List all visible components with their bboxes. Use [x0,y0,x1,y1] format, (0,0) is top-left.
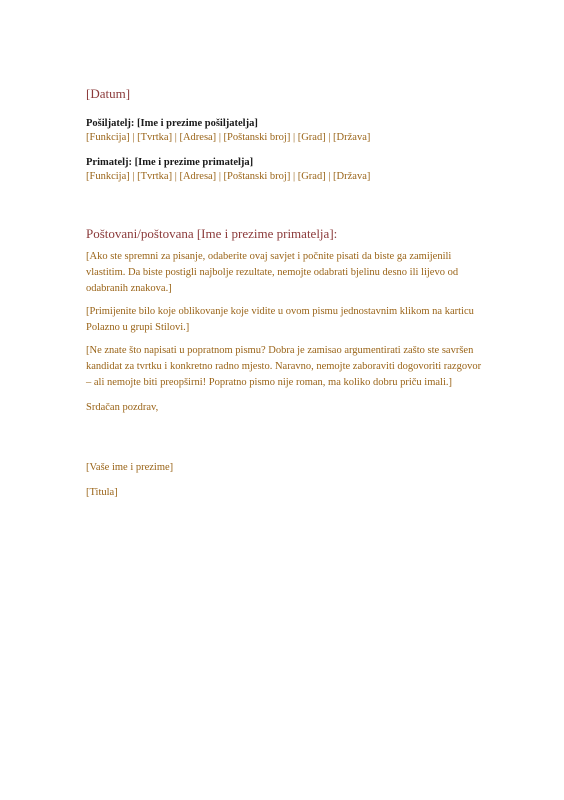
sender-function-field[interactable]: [Funkcija] [86,132,130,143]
sender-label[interactable]: Pošiljatelj: [Ime i prezime pošiljatelja] [86,118,258,129]
separator: | [325,132,334,143]
signer-name[interactable]: [Vaše ime i prezime] [86,462,174,473]
body-paragraph[interactable]: [Primijenite bilo koje oblikovanje koje vidite u ovom pismu jednostavnim klikom na karticu Polazno u grupi Stilovi.] [86,306,474,333]
closing[interactable]: Srdačan pozdrav, [86,402,159,413]
separator: | [290,171,298,182]
body-paragraph[interactable]: [Ne znate što napisati u popratnom pismu? Dobra je zamisao argumentirati zašto ste savršen kandidat za tvrtku i konkretno radno mjesto. Naravno, nemojte zaboraviti dogovoriti razgovor – ali nemojte biti preopširni! Popratno pismo nije roman, ma koliko dobru priču imali.] [86,345,482,388]
separator: | [216,132,224,143]
separator: | [172,171,180,182]
sender-block [86,117,486,145]
sender-address-line [86,131,486,145]
separator: | [290,132,298,143]
separator: | [129,171,138,182]
sender-address-field[interactable]: [Adresa] [179,132,217,143]
salutation[interactable]: Poštovani/poštovana [Ime i prezime primatelja]: [86,226,338,241]
recipient-address-field[interactable]: [Adresa] [179,171,217,182]
signer-title[interactable]: [Titula] [86,487,118,498]
recipient-block [86,156,486,184]
separator: | [129,132,138,143]
recipient-company-field[interactable]: [Tvrtka] [137,171,173,182]
separator: | [216,171,224,182]
recipient-function-field[interactable]: [Funkcija] [86,171,130,182]
date-field[interactable]: [Datum] [86,86,131,101]
body-paragraph[interactable]: [Ako ste spremni za pisanje, odaberite ovaj savjet i počnite pisati da biste ga zamijenili vlastitim. Da biste postigli najbolje rezultate, nemojte odabrati bjelinu desno ili lijevo od odabranih znakova.] [86,251,459,294]
recipient-postal-code-field[interactable]: [Poštanski broj] [223,171,291,182]
sender-postal-code-field[interactable]: [Poštanski broj] [223,132,291,143]
recipient-address-line [86,170,486,184]
recipient-label[interactable]: Primatelj: [Ime i prezime primatelja] [86,157,254,168]
recipient-city-field[interactable]: [Grad] [297,171,326,182]
separator: | [325,171,334,182]
sender-city-field[interactable]: [Grad] [297,132,326,143]
separator: | [172,132,180,143]
recipient-country-field[interactable]: [Država] [333,171,371,182]
sender-country-field[interactable]: [Država] [333,132,371,143]
sender-company-field[interactable]: [Tvrtka] [137,132,173,143]
